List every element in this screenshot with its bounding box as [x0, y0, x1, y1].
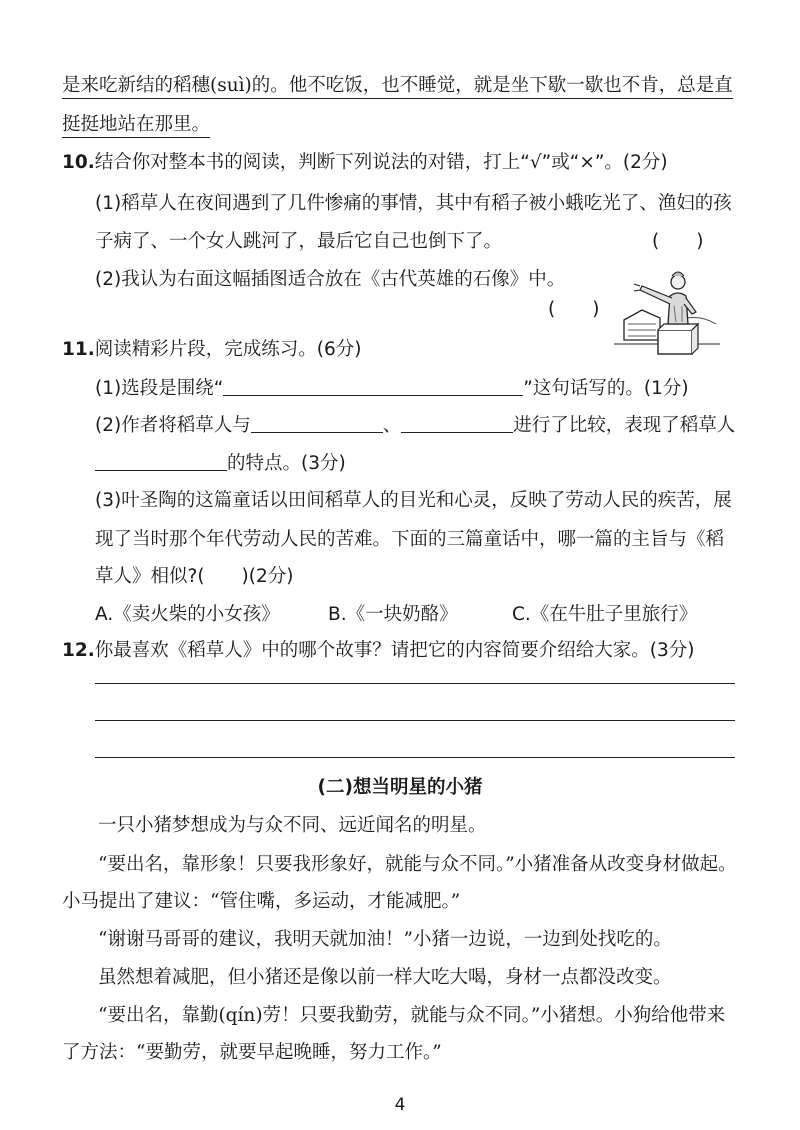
story-paragraph-1: 一只小猪梦想成为与众不同、远近闻名的明星。 [98, 815, 487, 836]
question-number: 11. [62, 339, 95, 360]
answer-line[interactable] [95, 757, 735, 758]
question-10-item-2: (2)我认为右面这幅插图适合放在《古代英雄的石像》中。 [95, 269, 566, 290]
passage-line-1 [62, 73, 733, 99]
question-text: 你最喜欢《稻草人》中的哪个故事？请把它的内容简要介绍给大家。(3分) [94, 640, 695, 661]
question-11-item-3-line-3: 草人》相似?( )(2分) [95, 566, 294, 587]
question-11-item-3-line-1: (3)叶圣陶的这篇童话以田间稻草人的目光和心灵，反映了劳动人民的疾苦，展 [95, 490, 732, 511]
question-11-item-2-line-2 [95, 451, 346, 477]
question-number: 10. [62, 152, 95, 173]
question-text: 阅读精彩片段，完成练习。(6分) [94, 339, 362, 360]
story-paragraph-2-line-1: “要出名，靠形象！只要我形象好，就能与众不同。”小猪准备从改变身材做起。 [98, 854, 737, 875]
story-paragraph-3: “谢谢马哥哥的建议，我明天就加油！”小猪一边说，一边到处找吃的。 [98, 929, 672, 950]
question-11-item-3-line-2: 现了当时那个年代劳动人民的苦难。下面的三篇童话中，哪一篇的主旨与《稻 [95, 529, 725, 550]
fill-blank[interactable] [223, 377, 523, 396]
question-10-item-1-line-2: 子病了、一个女人跳河了，最后它自己也倒下了。 [95, 231, 503, 252]
passage-line-2 [62, 112, 210, 138]
answer-parenthesis-10-2[interactable]: ( ) [548, 299, 600, 320]
story-paragraph-5-line-2: 了方法：“要勤劳，就要早起晚睡，努力工作。” [62, 1042, 442, 1063]
statue-illustration-icon [612, 262, 722, 357]
answer-line[interactable] [95, 720, 735, 721]
fill-blank[interactable] [401, 414, 513, 433]
item-text: 的特点。(3分) [227, 453, 346, 474]
fill-blank[interactable] [95, 452, 227, 471]
question-10-stem [62, 150, 668, 176]
question-12-stem [62, 638, 695, 664]
option-c[interactable]: C.《在牛肚子里旅行》 [512, 604, 698, 625]
section-title: (二)想当明星的小猪 [317, 777, 483, 798]
item-text: 进行了比较，表现了稻草人 [513, 415, 736, 436]
question-number: 12. [62, 640, 95, 661]
item-text: (1)选段是围绕“ [95, 378, 224, 399]
item-text: 、 [382, 415, 402, 436]
answer-line[interactable] [95, 683, 735, 684]
option-b[interactable]: B.《一块奶酪》 [328, 604, 458, 625]
story-paragraph-4: 虽然想着减肥，但小猪还是像以前一样大吃大喝，身材一点都没改变。 [98, 967, 672, 988]
question-11-item-1 [95, 376, 689, 402]
answer-parenthesis-10-1[interactable]: ( ) [652, 231, 704, 252]
fill-blank[interactable] [251, 414, 383, 433]
question-11-item-2 [95, 413, 735, 439]
item-text: (2)作者将稻草人与 [95, 415, 251, 436]
story-paragraph-5-line-1: “要出名，靠勤(qín)劳！只要我勤劳，就能与众不同。”小猪想。小狗给他带来 [98, 1005, 726, 1026]
story-paragraph-2-line-2: 小马提出了建议：“管住嘴，多运动，才能减肥。” [62, 891, 461, 912]
passage-text: 是来吃新结的稻穗(suì)的。他不吃饭，也不睡觉，就是坐下歇一歇也不肯，总是直 [62, 75, 733, 99]
question-11-stem [62, 337, 362, 363]
question-text: 结合你对整本书的阅读，判断下列说法的对错，打上“√”或“×”。(2分) [94, 152, 668, 173]
passage-text: 挺挺地站在那里。 [62, 114, 210, 138]
option-a[interactable]: A.《卖火柴的小女孩》 [95, 604, 280, 625]
page-number: 4 [394, 1095, 406, 1115]
item-text: ”这句话写的。(1分) [523, 378, 689, 399]
question-10-item-1-line-1: (1)稻草人在夜间遇到了几件惨痛的事情，其中有稻子被小蛾吃光了、渔妇的孩 [95, 193, 732, 214]
